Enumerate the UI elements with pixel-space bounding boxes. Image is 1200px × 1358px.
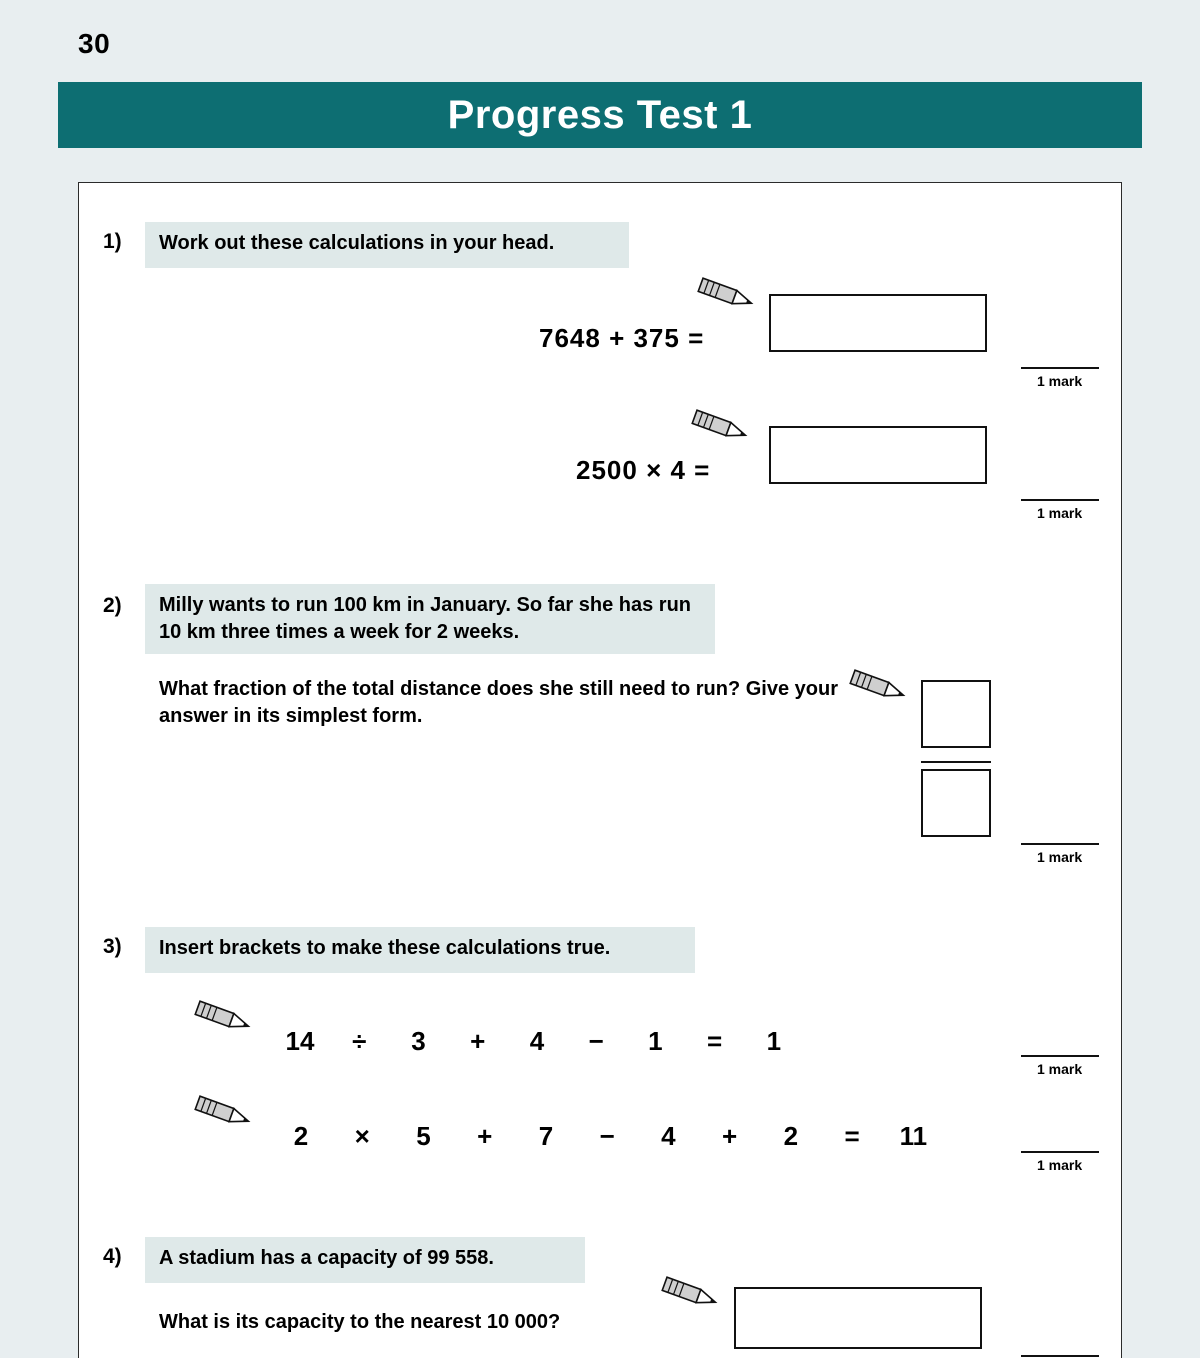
token: 1	[648, 1026, 663, 1056]
token: 2	[293, 1121, 309, 1151]
mark-rule	[1021, 367, 1099, 369]
question-3-row-1	[274, 1026, 800, 1057]
token: =	[844, 1121, 860, 1151]
token: ÷	[352, 1026, 367, 1056]
question-1-answer-box-2[interactable]	[769, 426, 987, 484]
pencil-icon	[659, 1276, 721, 1310]
question-2-numerator-box[interactable]	[921, 680, 991, 748]
token: −	[588, 1026, 604, 1056]
question-2-stem: Milly wants to run 100 km in January. So far she has run 10 km three times a week for 2 weeks.	[145, 584, 715, 654]
pencil-icon	[192, 1000, 254, 1034]
test-sheet	[78, 182, 1122, 1358]
token: 4	[661, 1121, 676, 1151]
pencil-icon	[695, 277, 757, 311]
question-4-number: 4)	[103, 1245, 122, 1268]
fraction-bar	[921, 761, 991, 763]
pencil-icon	[689, 409, 751, 443]
question-2-denominator-box[interactable]	[921, 769, 991, 837]
token: 2	[783, 1121, 799, 1151]
token: 3	[411, 1026, 426, 1056]
question-3-stem: Insert brackets to make these calculations true.	[145, 927, 695, 973]
token: 7	[538, 1121, 554, 1151]
question-1-stem: Work out these calculations in your head.	[145, 222, 629, 268]
question-2-prompt: What fraction of the total distance does she still need to run? Give your answer in its simplest form.	[159, 678, 838, 727]
mark-rule	[1021, 843, 1099, 845]
token: 4	[529, 1026, 545, 1056]
mark-rule	[1021, 1055, 1099, 1057]
token: +	[477, 1121, 493, 1151]
mark-label: 1 mark	[1037, 1061, 1083, 1077]
mark-label: 1 mark	[1037, 505, 1083, 521]
mark-label: 1 mark	[1037, 373, 1083, 389]
question-3-row-2	[274, 1121, 940, 1152]
question-1-calc-2: 2500 × 4 =	[576, 455, 711, 485]
mark-label: 1 mark	[1037, 849, 1083, 865]
token: +	[722, 1121, 738, 1151]
question-1-number: 1)	[103, 230, 122, 253]
question-4-stem: A stadium has a capacity of 99 558.	[145, 1237, 585, 1283]
page-number: 30	[78, 28, 111, 59]
question-3-number: 3)	[103, 935, 122, 958]
pencil-icon	[192, 1095, 254, 1129]
question-4-prompt: What is its capacity to the nearest 10 000?	[159, 1311, 561, 1333]
mark-label: 1 mark	[1037, 1157, 1083, 1173]
question-1-calc-1: 7648 + 375 =	[539, 323, 705, 353]
token: −	[599, 1121, 615, 1151]
token: 1	[766, 1026, 782, 1056]
token: +	[470, 1026, 486, 1056]
question-2-number: 2)	[103, 594, 122, 617]
question-1-answer-box-1[interactable]	[769, 294, 987, 352]
mark-rule	[1021, 499, 1099, 501]
pencil-icon	[847, 669, 909, 703]
token: 11	[899, 1121, 928, 1151]
page-title-bar	[58, 82, 1142, 148]
token: =	[707, 1026, 723, 1056]
token: 14	[285, 1026, 315, 1056]
question-4-answer-box[interactable]	[734, 1287, 982, 1349]
token: ×	[354, 1121, 370, 1151]
mark-rule	[1021, 1151, 1099, 1153]
page-title: Progress Test 1	[447, 92, 753, 137]
token: 5	[416, 1121, 431, 1151]
mark-rule	[1021, 1355, 1099, 1357]
